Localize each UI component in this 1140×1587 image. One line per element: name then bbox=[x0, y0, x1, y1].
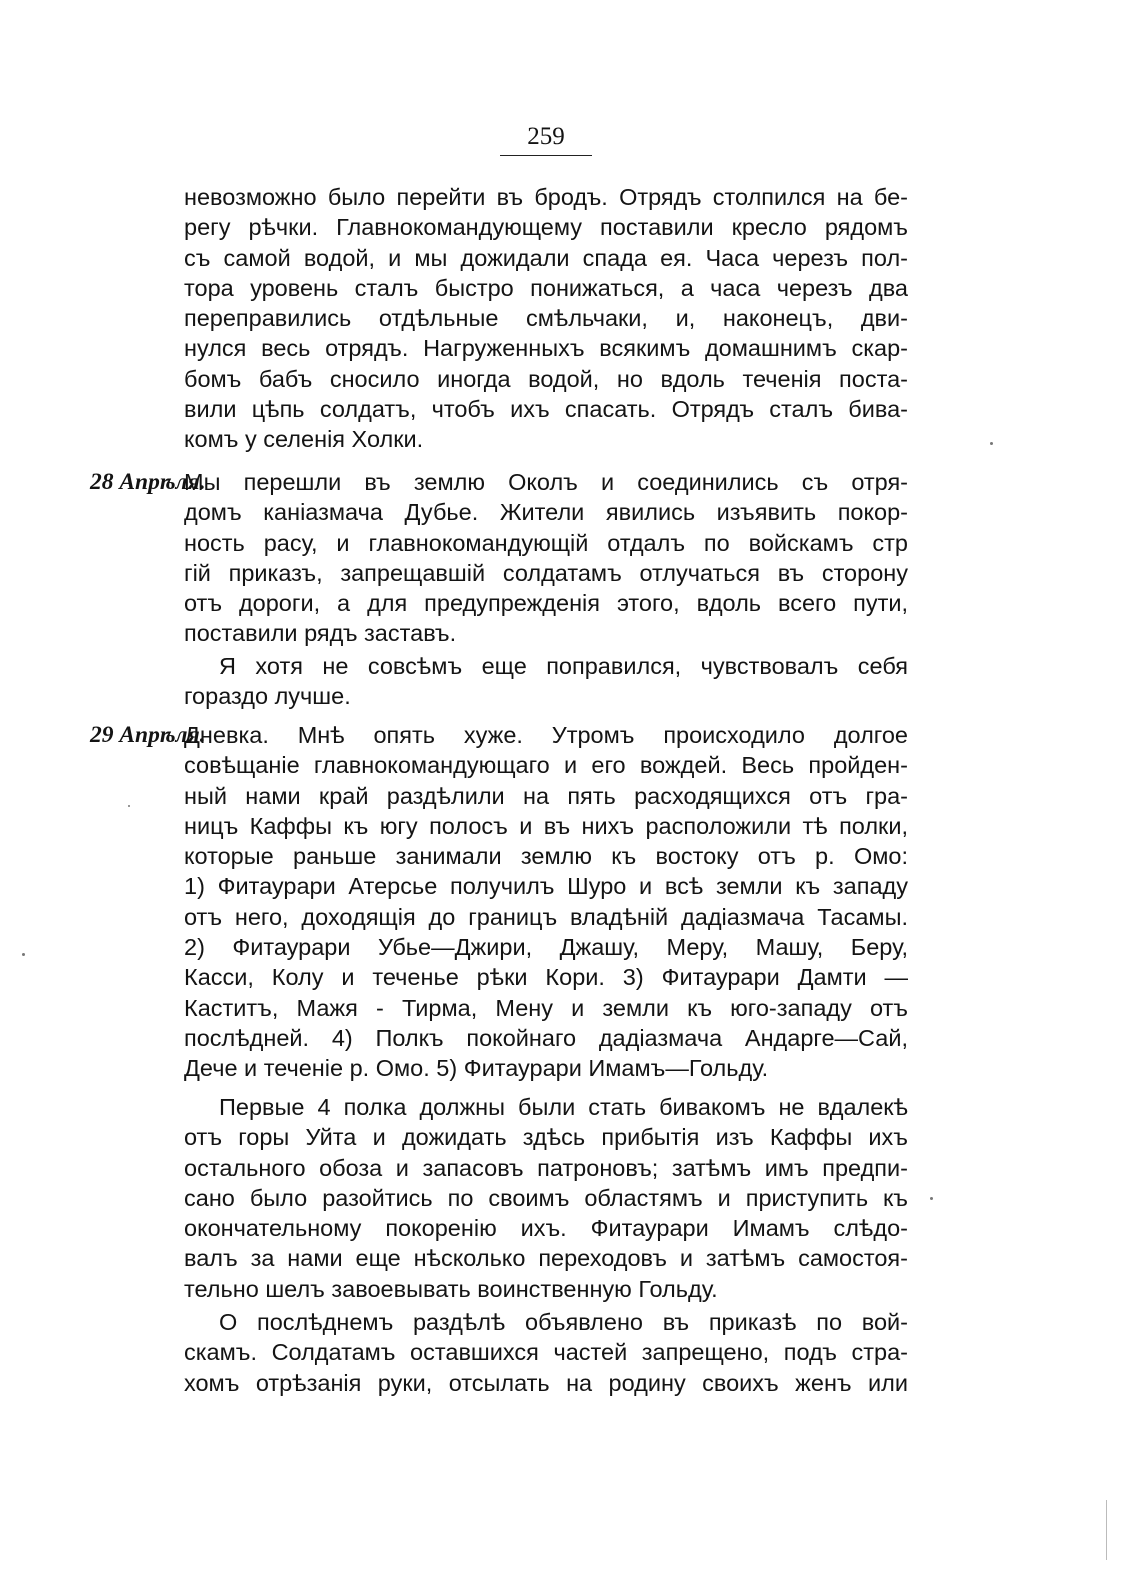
text-line: Каститъ, Мажя - Тирма, Мену и земли къ юго-западу отъ bbox=[184, 994, 908, 1021]
page-number-rule bbox=[500, 155, 592, 156]
text-line: О послѣднемъ раздѣлѣ объявлено въ приказѣ по вой- bbox=[219, 1309, 908, 1335]
text-line: отъ него, доходящія до границъ владѣній дадіазмача Тасамы. bbox=[184, 903, 908, 930]
scan-speck bbox=[990, 442, 993, 445]
scan-edge-mark bbox=[1106, 1500, 1107, 1560]
text-line: гій приказъ, запрещавшій солдатамъ отлучаться въ сторону bbox=[184, 559, 908, 586]
text-line: регу рѣчки. Главнокомандующему поставили кресло рядомъ bbox=[184, 214, 908, 241]
text-line: Дневка. Мнѣ опять хуже. Утромъ происходило долгое bbox=[184, 722, 908, 748]
text-line: ницъ Каффы къ югу полосъ и въ нихъ расположили тѣ полки, bbox=[184, 812, 908, 839]
text-line: съ самой водой, и мы дожидали спада ея. Часа черезъ пол- bbox=[184, 244, 908, 271]
text-line: остального обоза и запасовъ патроновъ; затѣмъ имъ предпи- bbox=[184, 1154, 908, 1181]
text-line: послѣдней. 4) Полкъ покойнаго дадіазмача Андарге—Сай, bbox=[184, 1024, 908, 1051]
text-line: тельно шелъ завоевывать воинственную Гольду. bbox=[184, 1275, 718, 1302]
text-line: Я хотя не совсѣмъ еще поправился, чувствовалъ себя bbox=[219, 653, 908, 679]
text-line: Дече и теченіе р. Омо. 5) Фитаурари Имамъ—Гольду. bbox=[184, 1055, 769, 1082]
text-line: окончательному покоренію ихъ. Фитаурари Имамъ слѣдо- bbox=[184, 1215, 908, 1242]
text-line: ный нами край раздѣлили на пять расходящихся отъ гра- bbox=[184, 782, 908, 809]
text-line: совѣщаніе главнокомандующаго и его вождей. Весь пройден- bbox=[184, 752, 908, 779]
entry-29-april-text bbox=[184, 720, 908, 1084]
text-line: гораздо лучше. bbox=[184, 683, 351, 710]
text-line: хомъ отрѣзанія руки, отсылать на родину своихъ женъ или bbox=[184, 1369, 908, 1396]
entry-28-april-continuation bbox=[184, 651, 908, 712]
text-line: комъ у селенія Холки. bbox=[184, 426, 424, 453]
text-line: переправились отдѣльные смѣльчаки, и, наконецъ, дви- bbox=[184, 305, 908, 332]
text-line: 1) Фитаурари Атерсье получилъ Шуро и всѣ земли къ западу bbox=[184, 873, 908, 900]
scan-speck bbox=[128, 805, 130, 807]
text-line: Касси, Колу и теченье рѣки Кори. 3) Фитаурари Дамти — bbox=[184, 964, 908, 991]
entry-29-april-paragraph-3 bbox=[184, 1307, 908, 1398]
text-line: 2) Фитаурари Убье—Джири, Джашу, Меру, Машу, Беру, bbox=[184, 934, 908, 961]
text-line: бомъ бабъ сносило иногда водой, но вдоль теченія поста- bbox=[184, 365, 908, 392]
text-line: Первые 4 полка должны были стать бивакомъ не вдалекѣ bbox=[219, 1094, 908, 1120]
text-line: отъ горы Уйта и дожидать здѣсь прибытія изъ Каффы ихъ bbox=[184, 1124, 908, 1151]
text-line: вили цѣпь солдатъ, чтобъ ихъ спасать. Отрядъ сталъ бива- bbox=[184, 396, 908, 423]
text-line: Мы перешли въ землю Околъ и соединились съ отря- bbox=[184, 469, 908, 495]
date-heading-28-april: 28 Апрѣля. bbox=[90, 469, 206, 495]
text-line: ность расу, и главнокомандующій отдалъ по войскамъ стр bbox=[184, 529, 908, 556]
paragraph-1 bbox=[184, 182, 908, 455]
text-line: поставили рядъ заставъ. bbox=[184, 620, 457, 647]
entry-29-april-paragraph-2 bbox=[184, 1092, 908, 1304]
text-line: которые раньше занимали землю къ востоку отъ р. Омо: bbox=[184, 843, 908, 870]
text-line: невозможно было перейти въ бродъ. Отрядъ столпился на бе- bbox=[184, 184, 908, 210]
text-line: нулся весь отрядъ. Нагруженныхъ всякимъ домашнимъ скар- bbox=[184, 335, 908, 362]
text-line: отъ дороги, а для предупрежденія этого, вдоль всего пути, bbox=[184, 590, 908, 617]
text-line: сано было разойтись по своимъ областямъ и приступить къ bbox=[184, 1184, 908, 1211]
text-line: скамъ. Солдатамъ оставшихся частей запрещено, подъ стра- bbox=[184, 1339, 908, 1366]
text-line: домъ каніазмача Дубье. Жители явились изъявить покор- bbox=[184, 499, 908, 526]
scan-speck bbox=[22, 953, 25, 956]
entry-28-april-text bbox=[184, 467, 908, 649]
date-heading-29-april: 29 Апрѣля. bbox=[90, 722, 206, 748]
text-line: валъ за нами еще нѣсколько переходовъ и затѣмъ самостоя- bbox=[184, 1245, 908, 1272]
text-line: тора уровень сталъ быстро понижаться, а часа черезъ два bbox=[184, 274, 908, 301]
page-number: 259 bbox=[527, 123, 565, 150]
scan-speck bbox=[930, 1197, 933, 1200]
